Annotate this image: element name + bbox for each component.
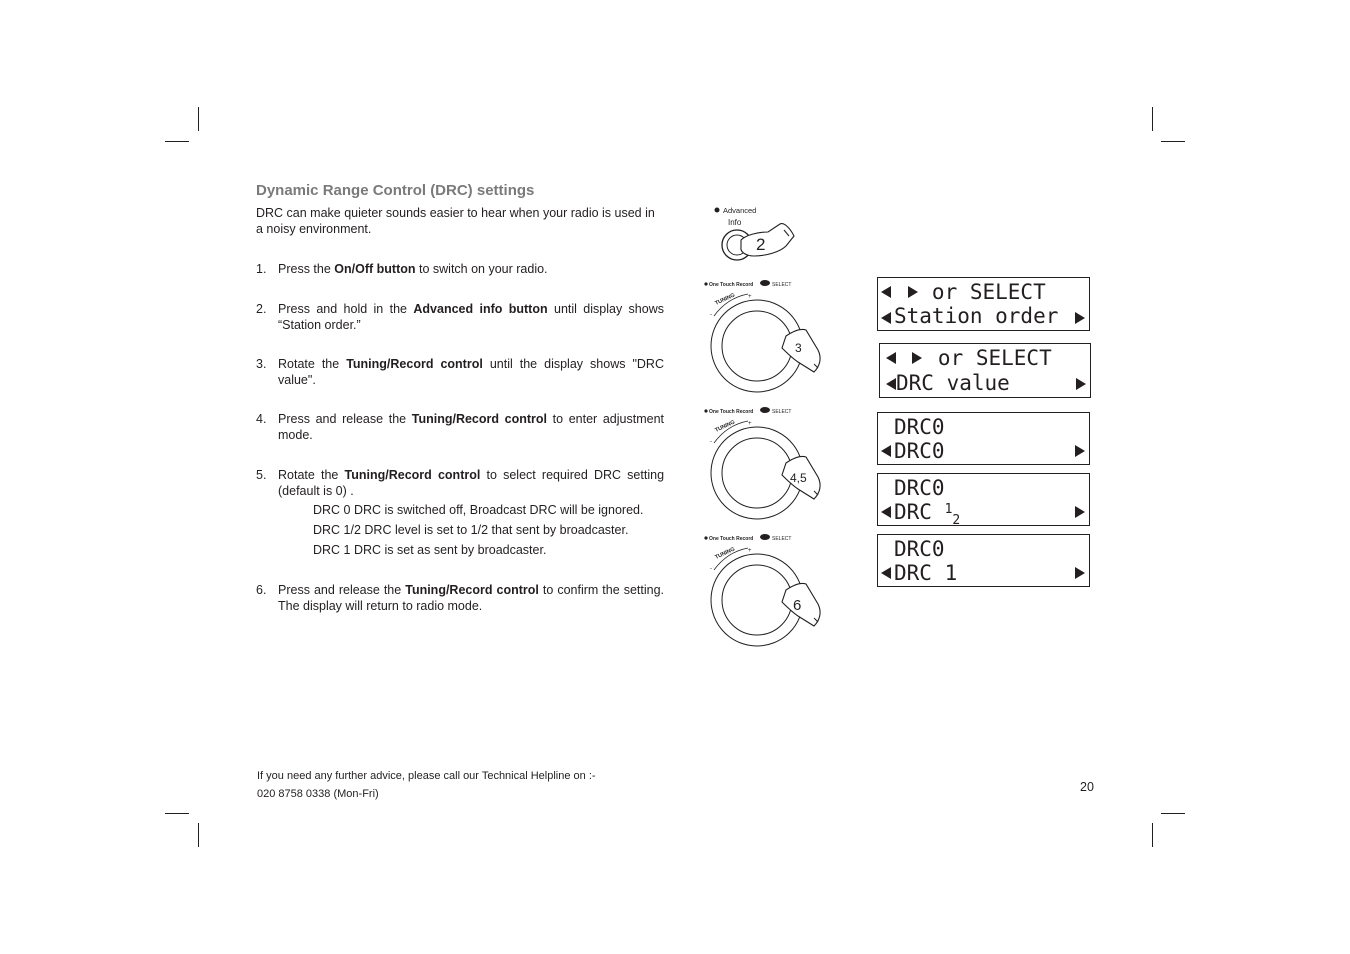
helpline-number: 020 8758 0338 (Mon-Fri): [257, 788, 379, 800]
step-number: 1.: [256, 262, 267, 276]
left-arrow-icon: [881, 445, 891, 457]
select-button-icon: [760, 407, 770, 413]
select-button-icon: [760, 280, 770, 286]
crop-mark: [198, 823, 199, 847]
right-arrow-icon: [1075, 506, 1085, 518]
lcd-line-1: or SELECT: [894, 280, 1046, 304]
tuning-label: TUNING: [714, 419, 736, 434]
step-bold-text: Tuning/Record control: [411, 412, 548, 426]
left-arrow-icon: [886, 378, 896, 390]
indicator-dot-icon: [704, 409, 707, 412]
plus-label: +: [748, 294, 752, 300]
step-bold-text: On/Off button: [334, 262, 416, 276]
helpline-text: If you need any further advice, please call our Technical Helpline on :-: [257, 770, 596, 782]
plus-label: +: [748, 548, 752, 554]
tuning-dial-figure: [702, 278, 832, 396]
one-touch-record-label: One Touch Record: [709, 409, 754, 415]
one-touch-record-label: One Touch Record: [709, 282, 754, 288]
step-text: Rotate the: [278, 357, 347, 371]
step-bold-text: Advanced info button: [413, 302, 548, 316]
step-item: [256, 467, 664, 499]
drc-option: DRC 0 DRC is switched off, Broadcast DRC will be ignored.: [313, 503, 644, 517]
right-arrow-icon: [1075, 312, 1085, 324]
step-callout: 4,5: [790, 471, 807, 485]
step-item: [256, 411, 664, 443]
drc-option: DRC 1/2 DRC level is set to 1/2 that sent by broadcaster.: [313, 523, 629, 537]
lcd-line-1: DRC0: [894, 537, 945, 561]
select-label: SELECT: [772, 536, 792, 542]
crop-mark: [1161, 813, 1185, 814]
minus-label: -: [710, 566, 712, 572]
step-number: 6.: [256, 583, 267, 597]
lcd-line-1: or SELECT: [900, 346, 1052, 370]
lcd-line-2: Station order: [894, 304, 1059, 328]
lcd-display: [877, 412, 1090, 465]
step-callout: 6: [793, 597, 802, 614]
crop-mark: [1152, 107, 1153, 131]
step-text: to confirm the setting. The display will return to radio mode.: [278, 583, 665, 613]
lcd-display: [877, 473, 1090, 526]
left-arrow-icon: [886, 352, 896, 364]
step-text: Rotate the: [278, 468, 345, 482]
lcd-display: [877, 534, 1090, 587]
step-item: [256, 356, 664, 388]
right-arrow-icon: [1076, 378, 1086, 390]
step-bold-text: Tuning/Record control: [344, 468, 481, 482]
pointing-hand-icon: [741, 224, 794, 256]
step-number: 4.: [256, 412, 267, 426]
one-touch-record-label: One Touch Record: [709, 536, 754, 542]
step-number: 2.: [256, 302, 267, 316]
left-arrow-icon: [881, 286, 891, 298]
indicator-dot-icon: [704, 536, 707, 539]
step-callout: 2: [756, 235, 766, 254]
left-arrow-icon: [881, 567, 891, 579]
step-number: 3.: [256, 357, 267, 371]
right-arrow-icon: [1075, 445, 1085, 457]
step-bold-text: Tuning/Record control: [346, 357, 483, 371]
select-label: SELECT: [772, 282, 792, 288]
intro-paragraph: DRC can make quieter sounds easier to hear when your radio is used in a noisy environment.: [256, 206, 655, 236]
step-item: [256, 582, 664, 614]
lcd-display: [879, 343, 1091, 398]
right-arrow-icon: [1075, 567, 1085, 579]
lcd-line-1: DRC0: [894, 476, 945, 500]
tuning-label: TUNING: [714, 292, 736, 307]
step-item: [256, 301, 664, 333]
page-number: 20: [1080, 780, 1094, 794]
lcd-line-2: DRC0: [894, 439, 945, 463]
crop-mark: [198, 107, 199, 131]
left-arrow-icon: [881, 312, 891, 324]
indicator-dot-icon: [715, 208, 720, 213]
step-number: 5.: [256, 468, 267, 482]
step-text: to switch on your radio.: [415, 262, 548, 276]
crop-mark: [165, 141, 189, 142]
fraction-denominator: 2: [952, 513, 961, 528]
select-button-icon: [760, 534, 770, 540]
step-text: Press and release the: [278, 583, 406, 597]
lcd-line-2: [894, 500, 960, 528]
step-text: to enter adjustment mode.: [278, 412, 664, 442]
crop-mark: [1152, 823, 1153, 847]
info-label: Info: [728, 218, 742, 227]
step-text: until display shows “Station order.”: [278, 302, 664, 332]
tuning-dial-figure: [702, 405, 832, 523]
minus-label: -: [710, 312, 712, 318]
dial-knob-icon: [722, 438, 792, 508]
lcd-line-1: DRC0: [894, 415, 945, 439]
drc-option: DRC 1 DRC is set as sent by broadcaster.: [313, 543, 547, 557]
step-text: to select required DRC setting (default is 0) .: [278, 468, 665, 498]
tuning-label: TUNING: [714, 546, 736, 561]
advanced-info-button-figure: [710, 202, 800, 264]
step-item: [256, 261, 664, 277]
crop-mark: [165, 813, 189, 814]
plus-label: +: [748, 421, 752, 427]
advanced-label: Advanced: [723, 206, 757, 215]
tuning-dial-figure: [702, 532, 832, 650]
step-text: Press the: [278, 262, 335, 276]
lcd-text: DRC: [894, 500, 945, 524]
select-label: SELECT: [772, 409, 792, 415]
dial-knob-icon: [722, 565, 792, 635]
lcd-line-2: DRC 1: [894, 561, 958, 585]
indicator-dot-icon: [704, 282, 707, 285]
step-text: until the display shows "DRC value".: [278, 357, 664, 387]
step-text: Press and hold in the: [278, 302, 414, 316]
step-bold-text: Tuning/Record control: [405, 583, 539, 597]
minus-label: -: [710, 439, 712, 445]
step-callout: 3: [795, 341, 802, 355]
step-text: Press and release the: [278, 412, 412, 426]
left-arrow-icon: [881, 506, 891, 518]
lcd-display: [877, 277, 1090, 331]
section-heading: Dynamic Range Control (DRC) settings: [256, 182, 535, 199]
fraction-numerator: 1: [944, 502, 953, 517]
crop-mark: [1161, 141, 1185, 142]
dial-knob-icon: [722, 311, 792, 381]
lcd-line-2: DRC value: [896, 371, 1010, 395]
